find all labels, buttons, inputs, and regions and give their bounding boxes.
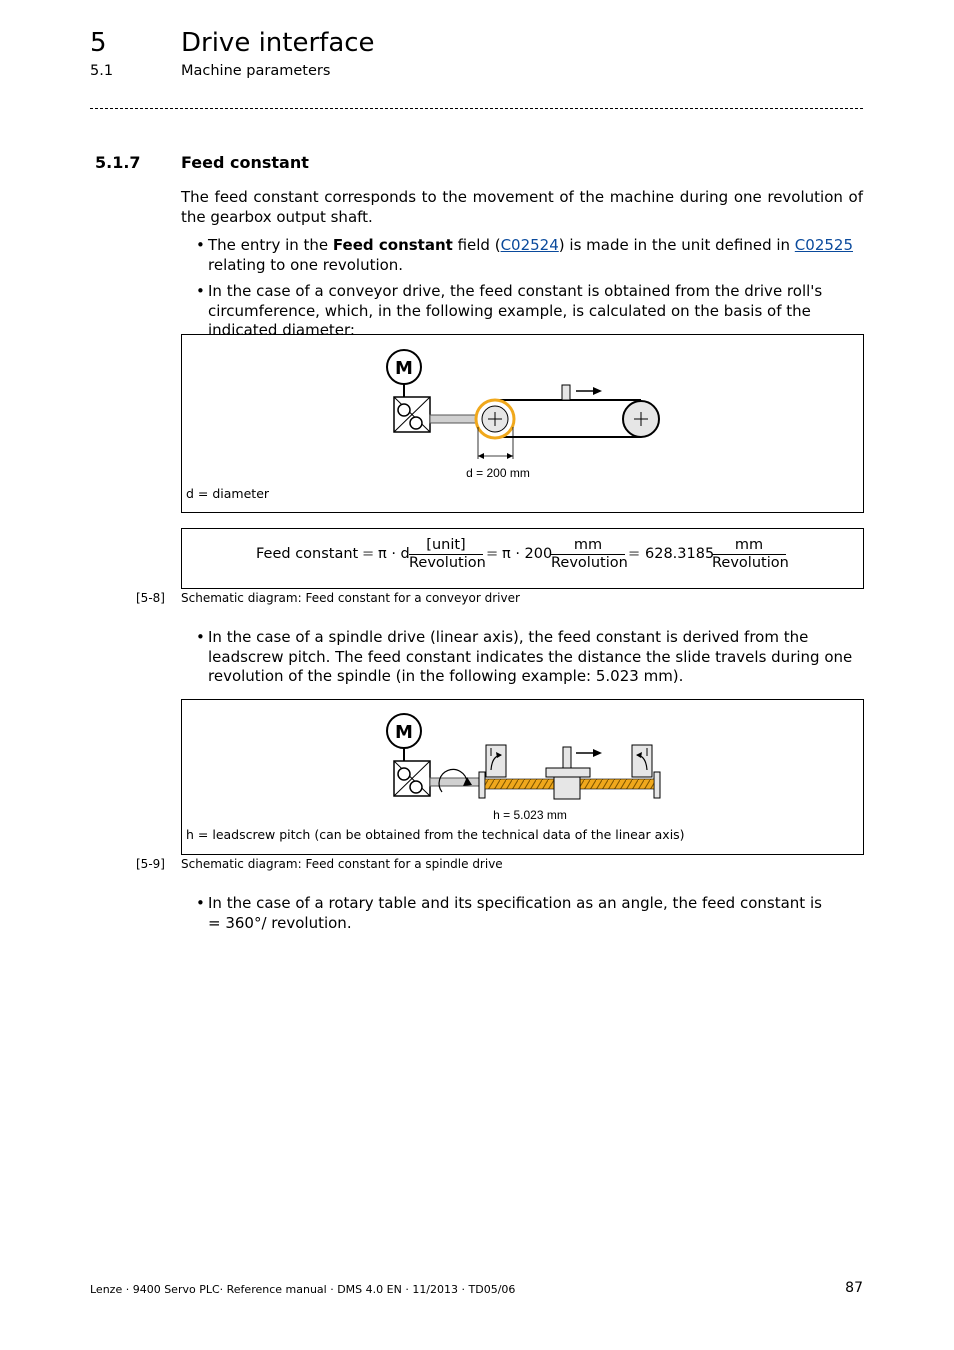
bullet-2: In the case of a conveyor drive, the feed constant is obtained from the drive roll's circumference, which, in the following example, is calculated on the basis of the indicated diameter: bbox=[208, 282, 823, 339]
section-title: Machine parameters bbox=[181, 63, 331, 79]
intro-paragraph: The feed constant corresponds to the movement of the machine during one revolution of the gearbox output shaft. bbox=[181, 188, 863, 226]
figure-legend: h = leadscrew pitch (can be obtained from the technical data of the linear axis) bbox=[186, 827, 685, 842]
formula-label: Feed constant bbox=[256, 546, 359, 562]
fraction-denominator: Revolution bbox=[409, 555, 486, 571]
equals-sign: = bbox=[362, 546, 375, 562]
caption-text: Schematic diagram: Feed constant for a conveyor driver bbox=[181, 591, 520, 605]
header-divider bbox=[90, 108, 863, 109]
fraction bbox=[409, 537, 486, 571]
formula-term: π · 200 bbox=[502, 546, 553, 562]
dimension-label: d = 200 mm bbox=[466, 466, 530, 480]
bullet-marker: • bbox=[196, 236, 205, 254]
motor-label: M bbox=[395, 722, 413, 743]
limit-switch-left bbox=[486, 745, 506, 777]
conveyor-diagram bbox=[182, 335, 863, 512]
arrow-right-icon bbox=[593, 749, 602, 757]
chapter-number: 5 bbox=[90, 28, 107, 58]
formula-term: 628.3185 bbox=[645, 546, 715, 562]
slide-post bbox=[563, 747, 571, 768]
bullet-1: The entry in the Feed constant field (C02524) is made in the unit defined in C02525 relating to one revolution. bbox=[208, 236, 853, 274]
slide-body bbox=[554, 777, 580, 799]
arrow-right-icon bbox=[593, 387, 602, 395]
fraction bbox=[551, 537, 628, 571]
equals-sign: = bbox=[628, 546, 641, 562]
gear-icon bbox=[410, 417, 422, 429]
equals-sign: = bbox=[486, 546, 499, 562]
figure-legend: d = diameter bbox=[186, 486, 270, 501]
caption-number: [5-9] bbox=[136, 857, 165, 871]
bold-term: Feed constant bbox=[332, 236, 453, 254]
fraction-denominator: Revolution bbox=[551, 555, 628, 571]
spindle-figure bbox=[181, 699, 864, 855]
fraction-numerator: mm bbox=[551, 537, 625, 555]
motor-label: M bbox=[395, 358, 413, 379]
fraction-numerator: [unit] bbox=[409, 537, 483, 555]
fraction-denominator: Revolution bbox=[712, 555, 789, 571]
slide-top bbox=[546, 768, 590, 777]
subsection-number: 5.1.7 bbox=[95, 153, 141, 172]
bullet-marker: • bbox=[196, 628, 205, 646]
bearing bbox=[479, 772, 485, 798]
limit-switch-right bbox=[632, 745, 652, 777]
gear-icon bbox=[398, 404, 410, 416]
bullet-marker: • bbox=[196, 282, 205, 300]
link-c02524[interactable]: C02524 bbox=[500, 236, 559, 254]
link-c02525[interactable]: C02525 bbox=[794, 236, 853, 254]
dimension-label: h = 5.023 mm bbox=[493, 808, 567, 822]
gear-icon bbox=[410, 781, 422, 793]
bullet-3: In the case of a spindle drive (linear axis), the feed constant is derived from the leadscrew pitch. The feed constant indicates the distance the slide travels during one revolution of the spindle (in the following example: 5.023 mm). bbox=[208, 628, 853, 685]
subsection-title: Feed constant bbox=[181, 153, 309, 172]
conveyor-figure bbox=[181, 334, 864, 513]
page-number: 87 bbox=[845, 1280, 863, 1296]
chapter-title: Drive interface bbox=[181, 28, 375, 58]
load-block bbox=[562, 385, 570, 400]
fraction-numerator: mm bbox=[712, 537, 786, 555]
caption-text: Schematic diagram: Feed constant for a spindle drive bbox=[181, 857, 503, 871]
formula-term: π · d bbox=[378, 546, 410, 562]
bullet-marker: • bbox=[196, 894, 205, 912]
formula-box bbox=[181, 528, 864, 589]
bullet-4: In the case of a rotary table and its specification as an angle, the feed constant is = 360°/ revolution. bbox=[208, 894, 822, 932]
gear-icon bbox=[398, 768, 410, 780]
shaft bbox=[430, 778, 480, 786]
bearing bbox=[654, 772, 660, 798]
section-number: 5.1 bbox=[90, 63, 114, 79]
caption-number: [5-8] bbox=[136, 591, 165, 605]
fraction bbox=[712, 537, 789, 571]
footer-text: Lenze · 9400 Servo PLC· Reference manual · DMS 4.0 EN · 11/2013 · TD05/06 bbox=[90, 1283, 516, 1296]
